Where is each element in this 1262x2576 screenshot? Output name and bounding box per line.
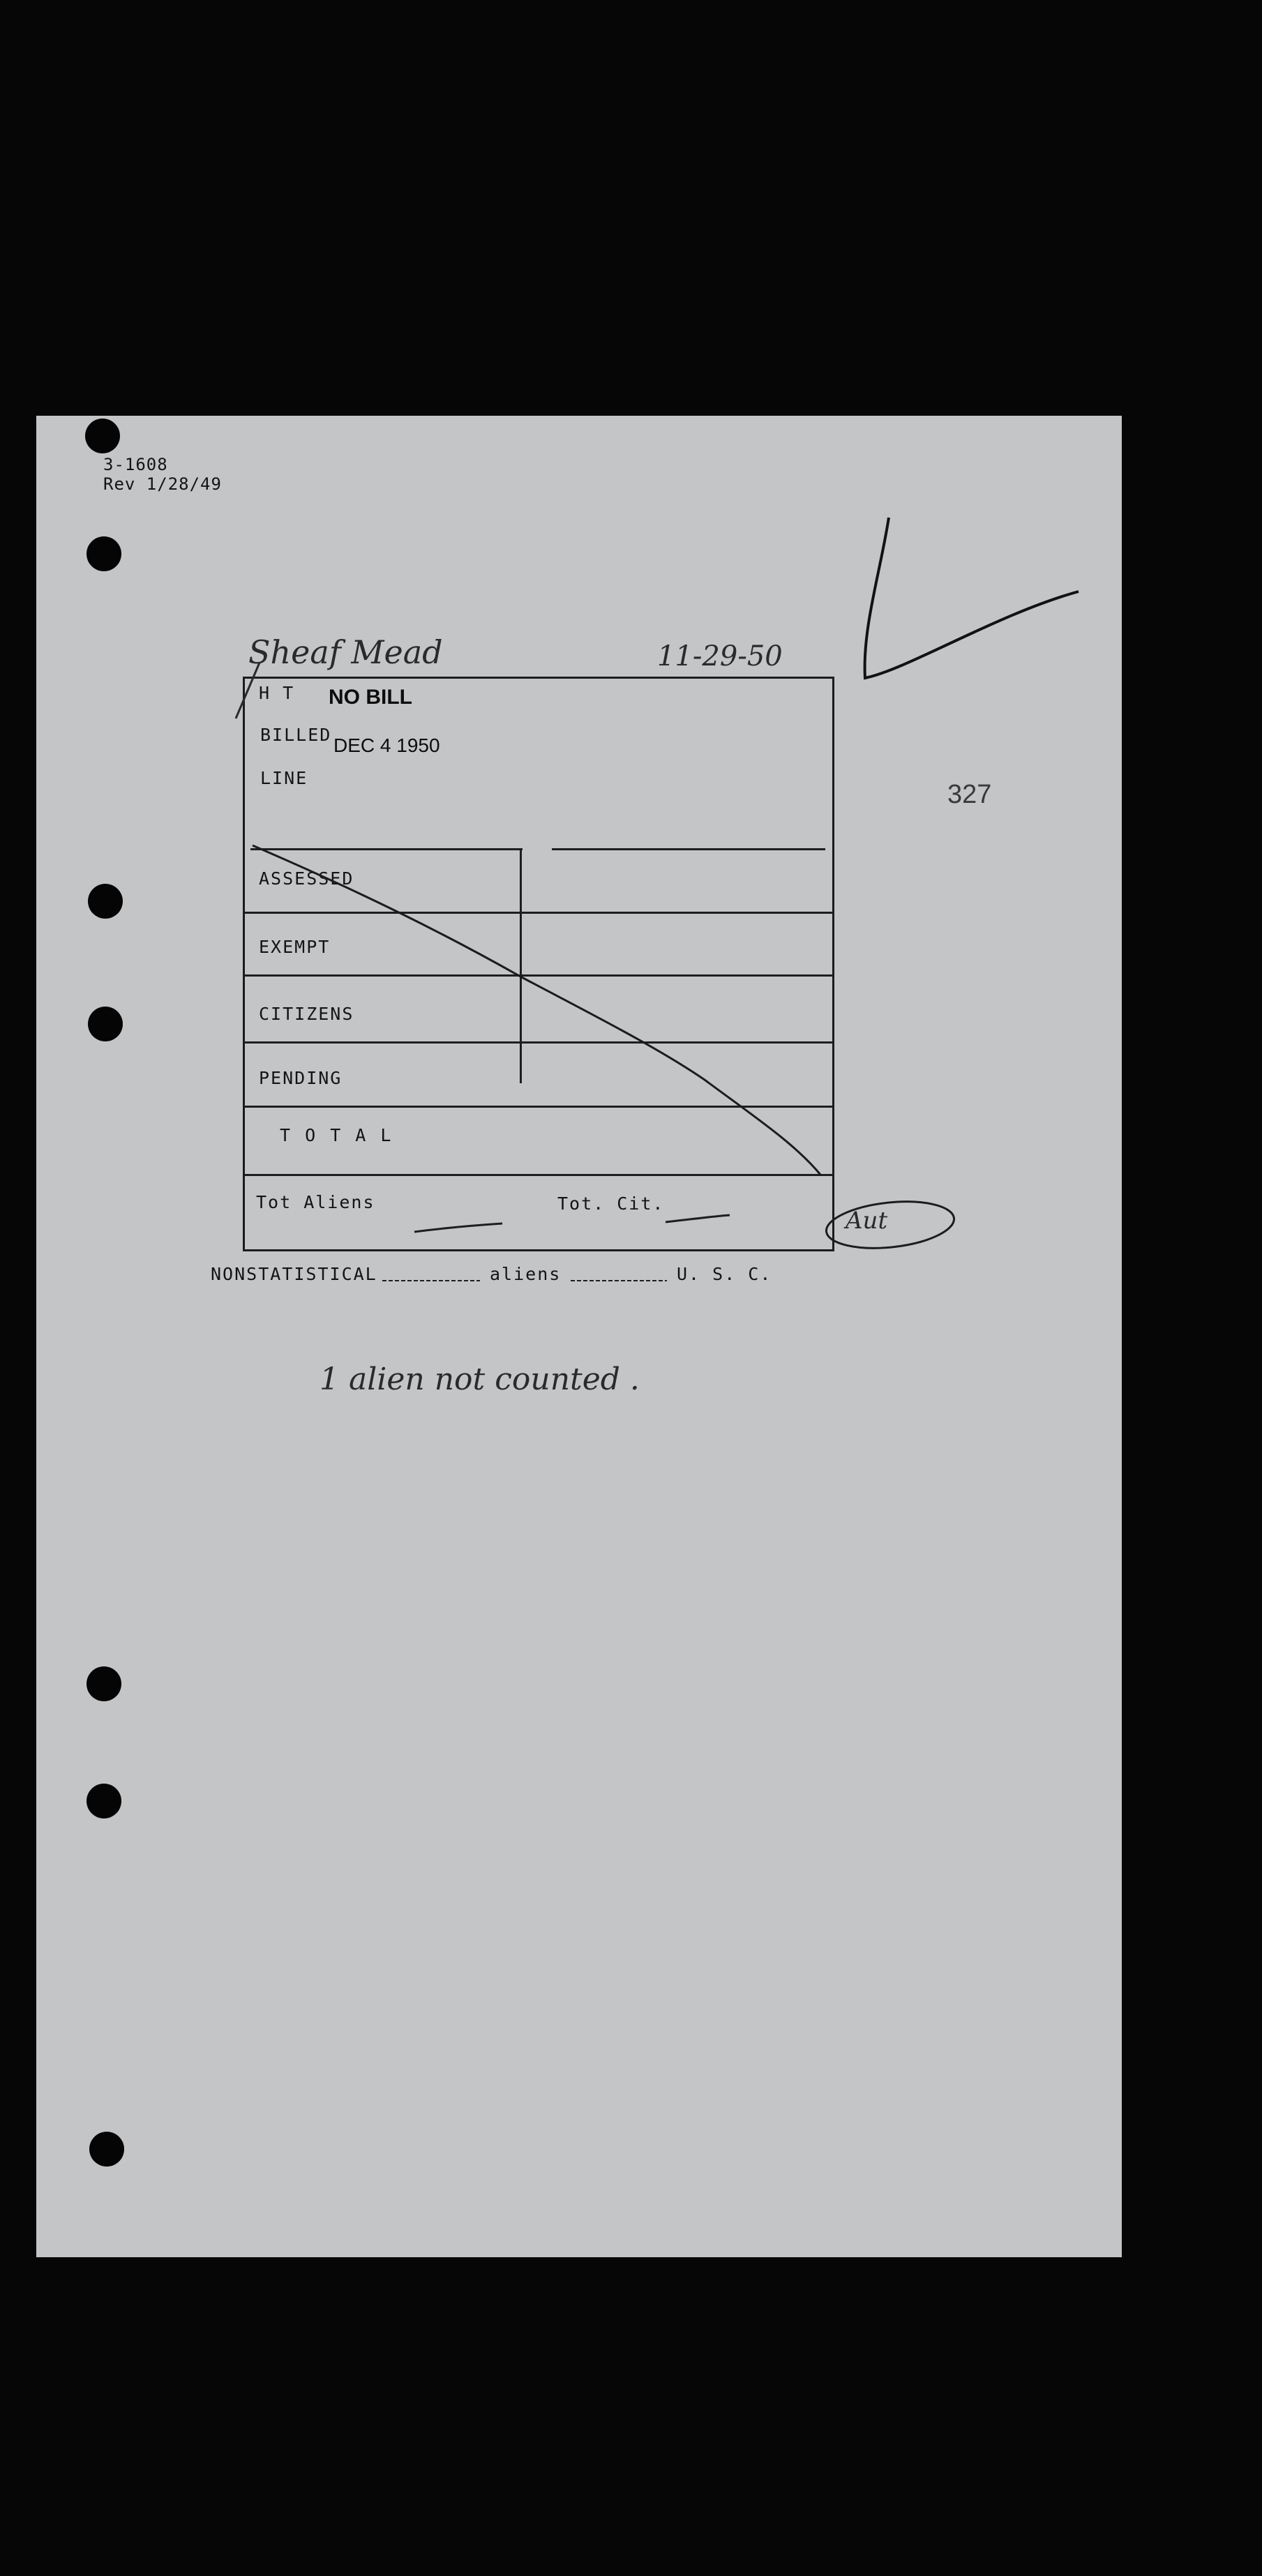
billed-label: BILLED	[260, 725, 332, 745]
row-label-assessed: ASSESSED	[259, 868, 354, 889]
tot-aliens-label: Tot Aliens	[256, 1192, 375, 1212]
row-label-citizens: CITIZENS	[259, 1004, 354, 1024]
handwritten-note: 1 alien not counted .	[320, 1362, 640, 1397]
initials-circle	[824, 1196, 956, 1254]
handwritten-date: 11-29-50	[657, 640, 783, 672]
usc-label: U. S. C.	[677, 1264, 772, 1284]
tot-cit-dash	[666, 1215, 730, 1222]
aliens-label: aliens	[490, 1264, 562, 1284]
no-bill-stamp: NO BILL	[329, 686, 412, 709]
name-underline	[236, 663, 260, 718]
line-label: LINE	[260, 768, 308, 788]
circled-initials: Aut	[846, 1207, 888, 1235]
handwritten-name: Sheaf Mead	[248, 633, 443, 671]
sheet-number: 327	[947, 780, 992, 809]
tot-aliens-dash	[414, 1223, 502, 1232]
form-number: 3-1608	[103, 455, 168, 474]
row-label-exempt: EXEMPT	[259, 937, 331, 957]
header-initial: H T	[259, 683, 295, 703]
row-label-total: T O T A L	[280, 1125, 393, 1145]
nonstatistical-label: NONSTATISTICAL	[211, 1264, 377, 1284]
row-label-pending: PENDING	[259, 1068, 343, 1088]
billed-date-stamp: DEC 4 1950	[333, 735, 440, 756]
cancel-line	[253, 845, 820, 1175]
tot-cit-label: Tot. Cit.	[557, 1193, 665, 1214]
check-mark	[865, 518, 1079, 678]
form-revision: Rev 1/28/49	[103, 474, 222, 494]
